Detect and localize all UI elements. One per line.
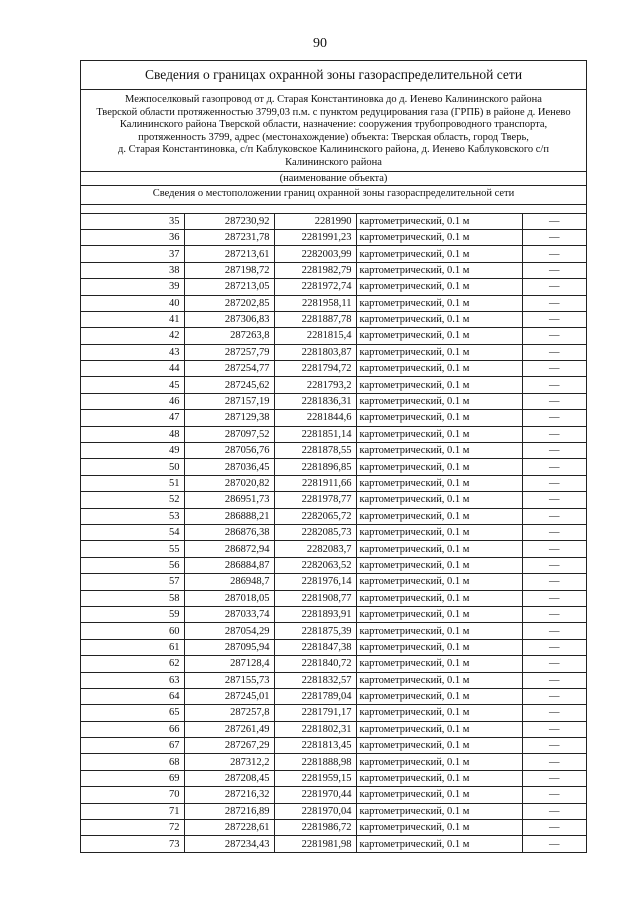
method-cell: картометрический, 0.1 м	[356, 770, 522, 786]
description-line: д. Старая Константиновка, с/п Каблуковское Калининского района, д. Иенево Каблуковского с/п	[118, 144, 549, 156]
section-title: Сведения о границах охранной зоны газораспределительной сети	[81, 61, 586, 90]
x-coordinate-cell: 287228,61	[184, 820, 274, 836]
description-cell: —	[522, 214, 586, 230]
point-number-cell: 67	[81, 738, 184, 754]
x-coordinate-cell: 287261,49	[184, 721, 274, 737]
table-row	[81, 656, 586, 672]
point-number-cell: 41	[81, 311, 184, 327]
description-cell: —	[522, 443, 586, 459]
description-cell: —	[522, 475, 586, 491]
y-coordinate-cell: 2281794,72	[274, 361, 356, 377]
method-cell: картометрический, 0.1 м	[356, 229, 522, 245]
description-cell: —	[522, 262, 586, 278]
y-coordinate-cell: 2281888,98	[274, 754, 356, 770]
table-row	[81, 705, 586, 721]
method-cell: картометрический, 0.1 м	[356, 475, 522, 491]
point-number-cell: 38	[81, 262, 184, 278]
point-number-cell: 42	[81, 328, 184, 344]
x-coordinate-cell: 287257,8	[184, 705, 274, 721]
point-number-cell: 65	[81, 705, 184, 721]
y-coordinate-cell: 2281959,15	[274, 770, 356, 786]
table-row	[81, 574, 586, 590]
y-coordinate-cell: 2281789,04	[274, 688, 356, 704]
description-cell: —	[522, 328, 586, 344]
table-row	[81, 754, 586, 770]
method-cell: картометрический, 0.1 м	[356, 803, 522, 819]
table-row	[81, 426, 586, 442]
y-coordinate-cell: 2282063,52	[274, 557, 356, 573]
table-row	[81, 524, 586, 540]
table-row	[81, 311, 586, 327]
x-coordinate-cell: 287312,2	[184, 754, 274, 770]
method-cell: картометрический, 0.1 м	[356, 295, 522, 311]
y-coordinate-cell: 2281803,87	[274, 344, 356, 360]
y-coordinate-cell: 2281972,74	[274, 279, 356, 295]
x-coordinate-cell: 286876,38	[184, 524, 274, 540]
x-coordinate-cell: 287245,62	[184, 377, 274, 393]
table-row	[81, 393, 586, 409]
x-coordinate-cell: 287054,29	[184, 623, 274, 639]
point-number-cell: 62	[81, 656, 184, 672]
point-number-cell: 60	[81, 623, 184, 639]
method-cell: картометрический, 0.1 м	[356, 590, 522, 606]
y-coordinate-cell: 2281991,23	[274, 229, 356, 245]
y-coordinate-cell: 2281911,66	[274, 475, 356, 491]
table-row	[81, 557, 586, 573]
x-coordinate-cell: 287018,05	[184, 590, 274, 606]
description-line: Калининского района	[285, 156, 382, 168]
table-row	[81, 787, 586, 803]
point-number-cell: 36	[81, 229, 184, 245]
description-cell: —	[522, 770, 586, 786]
x-coordinate-cell: 287202,85	[184, 295, 274, 311]
y-coordinate-cell: 2282065,72	[274, 508, 356, 524]
description-cell: —	[522, 426, 586, 442]
point-number-cell: 43	[81, 344, 184, 360]
description-line: Межпоселковый газопровод от д. Старая Константиновка до д. Иенево Калининского района	[125, 94, 542, 105]
description-cell: —	[522, 656, 586, 672]
point-number-cell: 70	[81, 787, 184, 803]
table-row	[81, 475, 586, 491]
y-coordinate-cell: 2281802,31	[274, 721, 356, 737]
x-coordinate-cell: 286951,73	[184, 492, 274, 508]
point-number-cell: 68	[81, 754, 184, 770]
point-number-cell: 53	[81, 508, 184, 524]
description-cell: —	[522, 229, 586, 245]
object-name-note: (наименование объекта)	[81, 172, 586, 186]
point-number-cell: 45	[81, 377, 184, 393]
y-coordinate-cell: 2282085,73	[274, 524, 356, 540]
point-number-cell: 35	[81, 214, 184, 230]
description-cell: —	[522, 820, 586, 836]
description-cell: —	[522, 541, 586, 557]
y-coordinate-cell: 2281978,77	[274, 492, 356, 508]
y-coordinate-cell: 2281970,04	[274, 803, 356, 819]
x-coordinate-cell: 287263,8	[184, 328, 274, 344]
method-cell: картометрический, 0.1 м	[356, 672, 522, 688]
point-number-cell: 50	[81, 459, 184, 475]
description-cell: —	[549, 838, 560, 850]
x-coordinate-cell: 286884,87	[184, 557, 274, 573]
y-coordinate-cell: 2281986,72	[274, 820, 356, 836]
point-number-cell: 55	[81, 541, 184, 557]
method-cell: картометрический, 0.1 м	[356, 754, 522, 770]
method-cell: картометрический, 0.1 м	[356, 524, 522, 540]
method-cell: картометрический, 0.1 м	[356, 508, 522, 524]
point-number-cell: 63	[81, 672, 184, 688]
table-row	[81, 262, 586, 278]
y-coordinate-cell: 2281981,98	[274, 836, 356, 852]
y-coordinate-cell: 2281896,85	[274, 459, 356, 475]
y-coordinate-cell: 2281878,55	[274, 443, 356, 459]
point-number-cell: 69	[81, 770, 184, 786]
point-number-cell: 46	[81, 393, 184, 409]
document-frame	[80, 60, 587, 853]
description-cell: —	[522, 803, 586, 819]
description-cell: —	[522, 492, 586, 508]
method-cell: картометрический, 0.1 м	[356, 344, 522, 360]
description-cell: —	[522, 590, 586, 606]
method-cell: картометрический, 0.1 м	[356, 426, 522, 442]
x-coordinate-cell: 287267,29	[184, 738, 274, 754]
point-number-cell: 49	[81, 443, 184, 459]
x-coordinate-cell: 287056,76	[184, 443, 274, 459]
header-divider	[81, 205, 586, 214]
y-coordinate-cell: 2281844,6	[274, 410, 356, 426]
x-coordinate-cell: 286872,94	[184, 541, 274, 557]
description-cell: —	[522, 557, 586, 573]
description-cell: —	[522, 393, 586, 409]
description-cell: —	[522, 574, 586, 590]
x-coordinate-cell: 287198,72	[184, 262, 274, 278]
y-coordinate-cell: 2281970,44	[274, 787, 356, 803]
method-cell: картометрический, 0.1 м	[356, 459, 522, 475]
x-coordinate-cell: 287020,82	[184, 475, 274, 491]
point-number-cell: 40	[81, 295, 184, 311]
point-number-cell: 39	[81, 279, 184, 295]
method-cell: картометрический, 0.1 м	[356, 721, 522, 737]
table-row	[81, 246, 586, 262]
method-cell: картометрический, 0.1 м	[356, 836, 522, 852]
description-cell: —	[522, 246, 586, 262]
y-coordinate-cell: 2281958,11	[274, 295, 356, 311]
method-cell: картометрический, 0.1 м	[356, 787, 522, 803]
table-row	[81, 672, 586, 688]
table-row	[81, 377, 586, 393]
x-coordinate-cell: 287036,45	[184, 459, 274, 475]
table-row	[81, 443, 586, 459]
description-cell: —	[522, 311, 586, 327]
description-cell: —	[522, 361, 586, 377]
point-number-cell: 64	[81, 688, 184, 704]
point-number-cell: 72	[81, 820, 184, 836]
y-coordinate-cell: 2281976,14	[274, 574, 356, 590]
point-number-cell: 52	[81, 492, 184, 508]
point-number-cell: 37	[81, 246, 184, 262]
point-number-cell: 51	[81, 475, 184, 491]
y-coordinate-cell: 2281887,78	[274, 311, 356, 327]
method-cell: картометрический, 0.1 м	[356, 688, 522, 704]
point-number-cell: 71	[81, 803, 184, 819]
x-coordinate-cell: 287097,52	[184, 426, 274, 442]
x-coordinate-cell: 286948,7	[184, 574, 274, 590]
method-cell: картометрический, 0.1 м	[356, 377, 522, 393]
point-number-cell: 73	[81, 836, 184, 852]
description-cell: —	[522, 459, 586, 475]
description-cell: —	[522, 639, 586, 655]
table-row	[81, 492, 586, 508]
description-cell: —	[522, 606, 586, 622]
description-cell: —	[522, 524, 586, 540]
description-line: Калининского района Тверской области, назначение: сооружения трубопроводного транспорта,	[119, 119, 548, 131]
y-coordinate-cell: 2281813,45	[274, 738, 356, 754]
description-cell: —	[522, 705, 586, 721]
method-cell: картометрический, 0.1 м	[356, 410, 522, 426]
method-cell: картометрический, 0.1 м	[356, 820, 522, 836]
table-row	[81, 459, 586, 475]
y-coordinate-cell: 2281832,57	[274, 672, 356, 688]
method-cell: картометрический, 0.1 м	[356, 214, 522, 230]
y-coordinate-cell: 2281875,39	[274, 623, 356, 639]
point-number-cell: 66	[81, 721, 184, 737]
method-cell: картометрический, 0.1 м	[356, 492, 522, 508]
table-row	[81, 279, 586, 295]
table-row	[81, 836, 586, 852]
x-coordinate-cell: 287230,92	[184, 214, 274, 230]
x-coordinate-cell: 287254,77	[184, 361, 274, 377]
point-number-cell: 58	[81, 590, 184, 606]
location-title: Сведения о местоположении границ охранной зоны газораспределительной сети	[81, 186, 586, 205]
description-line: Тверской области протяженностью 3799,03 п.м. с пунктом редуцирования газа (ГРПБ) в районе д. Иенево	[96, 106, 571, 118]
method-cell: картометрический, 0.1 м	[356, 623, 522, 639]
table-row	[81, 328, 586, 344]
table-row	[81, 623, 586, 639]
table-row	[81, 820, 586, 836]
description-cell: —	[522, 787, 586, 803]
object-description	[81, 90, 586, 172]
method-cell: картометрический, 0.1 м	[356, 541, 522, 557]
y-coordinate-cell: 2281908,77	[274, 590, 356, 606]
description-cell: —	[522, 623, 586, 639]
method-cell: картометрический, 0.1 м	[356, 328, 522, 344]
x-coordinate-cell: 287155,73	[184, 672, 274, 688]
coordinates-table	[81, 214, 586, 852]
method-cell: картометрический, 0.1 м	[356, 574, 522, 590]
x-coordinate-cell: 287216,89	[184, 803, 274, 819]
point-number-cell: 61	[81, 639, 184, 655]
table-row	[81, 214, 586, 230]
method-cell: картометрический, 0.1 м	[356, 738, 522, 754]
description-line: протяженность 3799, адрес (местонахождение) объекта: Тверская область, город Тверь,	[138, 131, 529, 143]
table-row	[81, 361, 586, 377]
x-coordinate-cell: 287257,79	[184, 344, 274, 360]
y-coordinate-cell: 2281836,31	[274, 393, 356, 409]
y-coordinate-cell: 2282003,99	[274, 246, 356, 262]
point-number-cell: 56	[81, 557, 184, 573]
description-cell: —	[522, 377, 586, 393]
x-coordinate-cell: 287216,32	[184, 787, 274, 803]
table-row	[81, 590, 586, 606]
x-coordinate-cell: 286888,21	[184, 508, 274, 524]
table-row	[81, 688, 586, 704]
x-coordinate-cell: 287095,94	[184, 639, 274, 655]
description-cell: —	[522, 279, 586, 295]
method-cell: картометрический, 0.1 м	[356, 557, 522, 573]
x-coordinate-cell: 287245,01	[184, 688, 274, 704]
description-cell: —	[522, 672, 586, 688]
point-number-cell: 54	[81, 524, 184, 540]
table-row	[81, 295, 586, 311]
y-coordinate-cell: 2282083,7	[274, 541, 356, 557]
method-cell: картометрический, 0.1 м	[356, 606, 522, 622]
table-row	[81, 508, 586, 524]
page-number: 90	[313, 36, 327, 51]
x-coordinate-cell: 287128,4	[184, 656, 274, 672]
x-coordinate-cell: 287129,38	[184, 410, 274, 426]
point-number-cell: 59	[81, 606, 184, 622]
method-cell: картометрический, 0.1 м	[356, 361, 522, 377]
y-coordinate-cell: 2281847,38	[274, 639, 356, 655]
method-cell: картометрический, 0.1 м	[356, 639, 522, 655]
table-row	[81, 721, 586, 737]
point-number-cell: 47	[81, 410, 184, 426]
table-row	[81, 639, 586, 655]
description-cell: —	[522, 410, 586, 426]
x-coordinate-cell: 287213,05	[184, 279, 274, 295]
description-cell: —	[522, 688, 586, 704]
method-cell: картометрический, 0.1 м	[356, 705, 522, 721]
y-coordinate-cell: 2281990	[274, 214, 356, 230]
x-coordinate-cell: 287231,78	[184, 229, 274, 245]
table-row	[81, 606, 586, 622]
y-coordinate-cell: 2281851,14	[274, 426, 356, 442]
coordinates-table-body	[81, 214, 586, 852]
method-cell: картометрический, 0.1 м	[356, 443, 522, 459]
y-coordinate-cell: 2281793,2	[274, 377, 356, 393]
point-number-cell: 57	[81, 574, 184, 590]
x-coordinate-cell: 287033,74	[184, 606, 274, 622]
description-cell: —	[522, 344, 586, 360]
y-coordinate-cell: 2281893,91	[274, 606, 356, 622]
y-coordinate-cell: 2281982,79	[274, 262, 356, 278]
x-coordinate-cell: 287306,83	[184, 311, 274, 327]
y-coordinate-cell: 2281815,4	[274, 328, 356, 344]
method-cell: картометрический, 0.1 м	[356, 246, 522, 262]
method-cell: картометрический, 0.1 м	[356, 279, 522, 295]
description-cell: —	[522, 721, 586, 737]
method-cell: картометрический, 0.1 м	[356, 656, 522, 672]
description-cell: —	[522, 754, 586, 770]
x-coordinate-cell: 287213,61	[184, 246, 274, 262]
y-coordinate-cell: 2281840,72	[274, 656, 356, 672]
description-cell: —	[522, 295, 586, 311]
table-row	[81, 803, 586, 819]
table-row	[81, 541, 586, 557]
description-cell: —	[522, 508, 586, 524]
method-cell: картометрический, 0.1 м	[356, 311, 522, 327]
x-coordinate-cell: 287208,45	[184, 770, 274, 786]
table-row	[81, 344, 586, 360]
method-cell: картометрический, 0.1 м	[356, 393, 522, 409]
table-row	[81, 770, 586, 786]
table-row	[81, 410, 586, 426]
y-coordinate-cell: 2281791,17	[274, 705, 356, 721]
description-cell: —	[522, 738, 586, 754]
table-row	[81, 738, 586, 754]
x-coordinate-cell: 287157,19	[184, 393, 274, 409]
table-row	[81, 229, 586, 245]
method-cell: картометрический, 0.1 м	[356, 262, 522, 278]
point-number-cell: 48	[81, 426, 184, 442]
x-coordinate-cell: 287234,43	[184, 836, 274, 852]
point-number-cell: 44	[81, 361, 184, 377]
